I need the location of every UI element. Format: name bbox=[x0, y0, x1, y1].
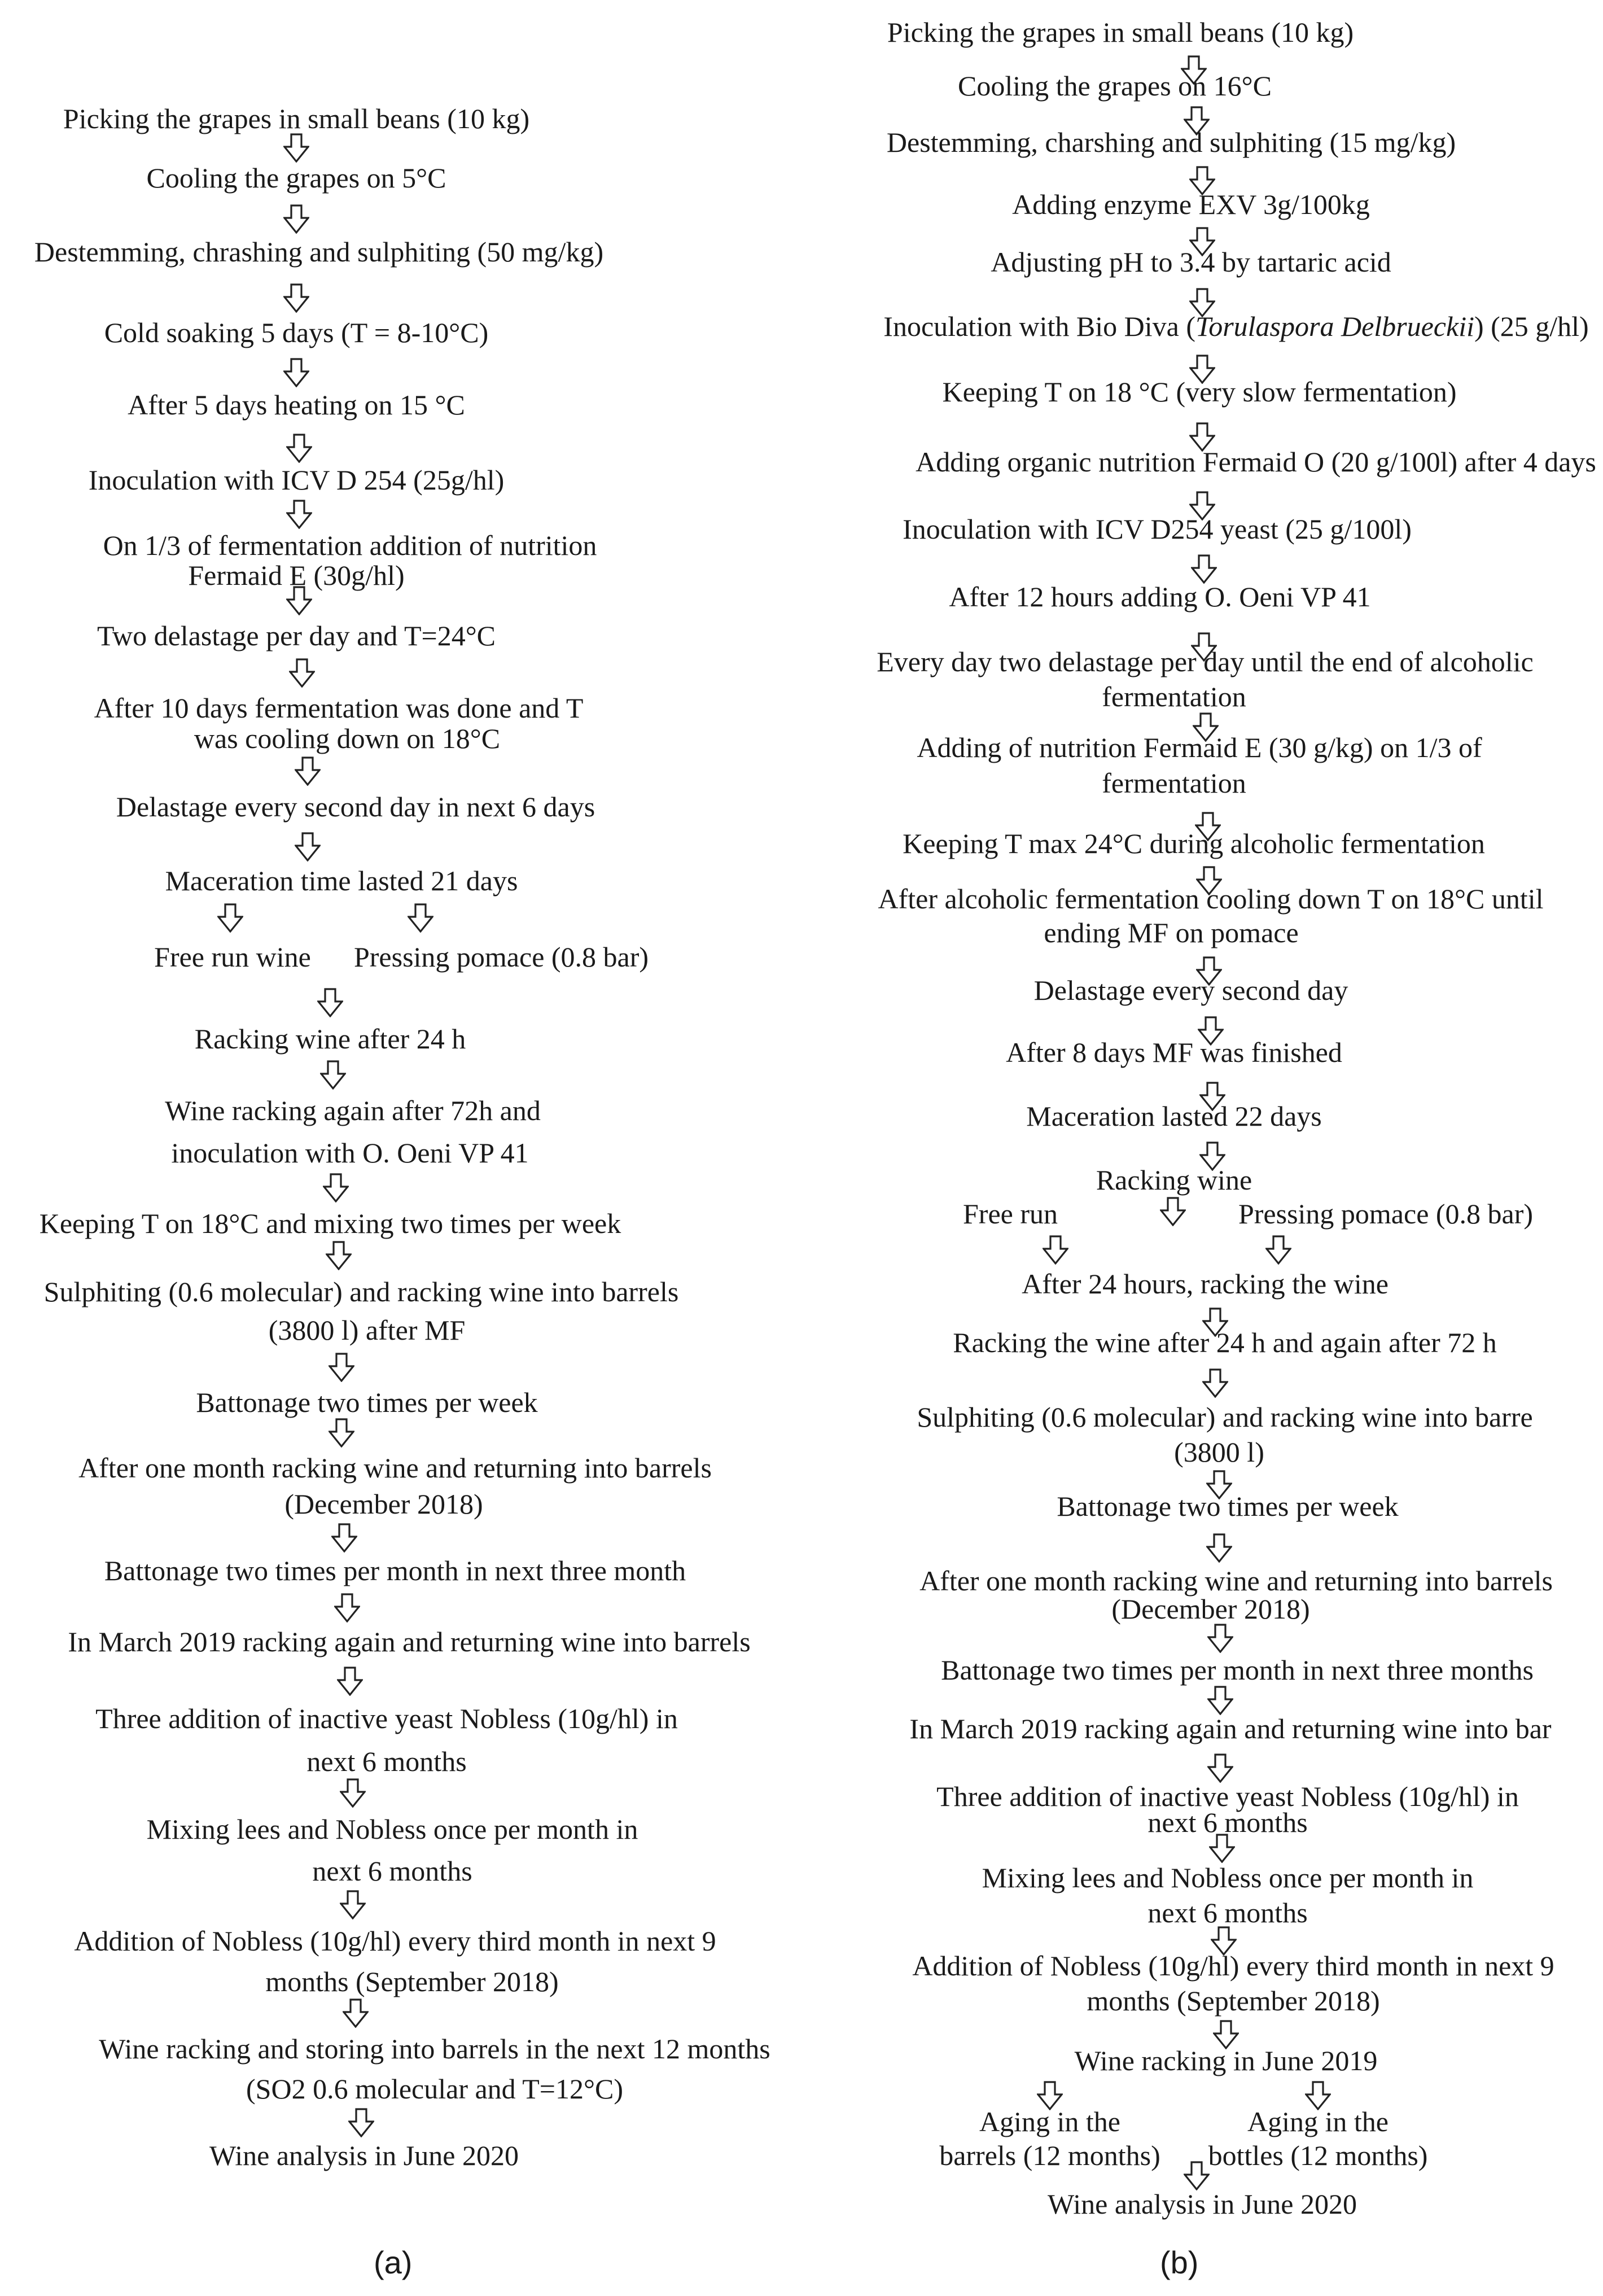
flow-step bbox=[991, 244, 1391, 280]
down-arrow-icon bbox=[1043, 1235, 1068, 1265]
flow-step bbox=[171, 1135, 528, 1171]
down-arrow-icon bbox=[329, 1353, 354, 1382]
flow-step-text: (December 2018) bbox=[284, 1488, 483, 1520]
flow-step-text: Inoculation with Bio Diva ( bbox=[883, 310, 1195, 342]
flow-step bbox=[104, 1552, 686, 1589]
flow-step-text: bottles (12 months) bbox=[1208, 2140, 1428, 2171]
flow-step bbox=[887, 124, 1456, 160]
down-arrow-icon bbox=[320, 1060, 346, 1090]
flow-step-text: ) (25 g/hl) bbox=[1474, 310, 1589, 342]
flow-step bbox=[1026, 1098, 1321, 1134]
flowchart-a bbox=[0, 0, 770, 2296]
flowchart-b bbox=[802, 0, 1603, 2296]
flow-step-text: (3800 l) after MF bbox=[268, 1314, 466, 1346]
flow-step-text: Picking the grapes in small beans (10 kg) bbox=[887, 16, 1354, 48]
flow-step-text: Addition of Nobless (10g/hl) every third month in next 9 bbox=[912, 1950, 1554, 1982]
flow-step-text: fermentation bbox=[1102, 681, 1246, 712]
flow-step-text: Two delastage per day and T=24°C bbox=[97, 620, 496, 651]
flow-step bbox=[942, 374, 1456, 410]
down-arrow-icon bbox=[286, 500, 312, 529]
flow-step bbox=[89, 462, 505, 498]
flow-step bbox=[354, 939, 649, 975]
flow-step-text: Three addition of inactive yeast Nobless (10g/hl) in bbox=[95, 1703, 678, 1734]
flow-step bbox=[78, 1450, 712, 1486]
flow-step-text: Destemming, charshing and sulphiting (15 mg/kg) bbox=[886, 126, 1456, 158]
flow-step-text: Inoculation with ICV D 254 (25g/hl) bbox=[88, 464, 505, 496]
flow-step bbox=[165, 1092, 541, 1129]
flow-step bbox=[1247, 2103, 1389, 2140]
flow-step bbox=[306, 1743, 466, 1779]
down-arrow-icon bbox=[283, 204, 309, 234]
flow-step-text: (3800 l) bbox=[1174, 1436, 1264, 1468]
flow-step bbox=[1174, 1434, 1264, 1470]
flow-step bbox=[1034, 972, 1348, 1008]
down-arrow-icon bbox=[326, 1241, 352, 1270]
flow-step bbox=[912, 1948, 1554, 1984]
flow-step bbox=[1102, 679, 1246, 715]
flow-step bbox=[154, 939, 311, 975]
flow-step-text: next 6 months bbox=[312, 1855, 472, 1887]
flow-step-text: Picking the grapes in small beans (10 kg) bbox=[63, 103, 530, 134]
flow-step bbox=[949, 579, 1370, 615]
flow-step bbox=[982, 1860, 1474, 1896]
flow-step-text: Wine racking and storing into barrels in the next 12 months bbox=[99, 2033, 770, 2065]
flow-step bbox=[1057, 1488, 1398, 1524]
flow-step-text: Racking the wine after 24 h and again after 72 h bbox=[953, 1327, 1497, 1358]
flow-step-text: next 6 months bbox=[1147, 1897, 1308, 1928]
flow-step-text: Racking wine after 24 h bbox=[194, 1023, 466, 1055]
caption-b: (b) bbox=[1160, 2245, 1199, 2280]
flow-step-text: next 6 months bbox=[1147, 1807, 1308, 1838]
flow-step-text: Mixing lees and Nobless once per month in bbox=[982, 1862, 1474, 1893]
down-arrow-icon bbox=[323, 1173, 349, 1202]
flow-step bbox=[979, 2103, 1120, 2140]
flow-step-text: Free run wine bbox=[154, 941, 311, 973]
flow-step-text: Sulphiting (0.6 molecular) and racking wine into barrels bbox=[43, 1276, 679, 1307]
flow-step-text: Wine analysis in June 2020 bbox=[209, 2140, 519, 2171]
flow-step bbox=[74, 1923, 716, 1959]
flow-step-text: On 1/3 of fermentation addition of nutrition bbox=[103, 530, 597, 561]
flow-step-text: Cold soaking 5 days (T = 8-10°C) bbox=[104, 317, 489, 348]
down-arrow-icon bbox=[1209, 1834, 1235, 1863]
flow-step bbox=[116, 789, 595, 825]
flow-step-text: Three addition of inactive yeast Nobless (10g/hl) in bbox=[936, 1781, 1519, 1812]
down-arrow-icon bbox=[295, 756, 321, 786]
flow-step-text: Fermaid E (30g/hl) bbox=[188, 559, 405, 591]
flow-step bbox=[878, 881, 1543, 917]
down-arrow-icon bbox=[331, 1523, 357, 1552]
flow-step bbox=[883, 308, 1588, 344]
flow-step-text: Aging in the bbox=[979, 2106, 1120, 2137]
flow-step-text: Maceration lasted 22 days bbox=[1026, 1100, 1322, 1132]
flow-step bbox=[97, 618, 496, 654]
down-arrow-icon bbox=[343, 1998, 369, 2028]
flow-step-text: After 10 days fermentation was done and T bbox=[94, 692, 584, 724]
down-arrow-icon bbox=[408, 903, 433, 933]
flow-step-text: ending MF on pomace bbox=[1044, 917, 1299, 948]
flow-step bbox=[917, 1399, 1532, 1435]
down-arrow-icon bbox=[286, 586, 312, 615]
flow-step-text: Keeping T on 18 °C (very slow fermentation) bbox=[942, 376, 1457, 408]
flow-step bbox=[165, 863, 518, 899]
down-arrow-icon bbox=[340, 1890, 366, 1919]
flow-step bbox=[941, 1652, 1534, 1688]
flow-step-text: Racking wine bbox=[1096, 1164, 1252, 1196]
flow-step-text: (SO2 0.6 molecular and T=12°C) bbox=[246, 2073, 623, 2105]
flow-step bbox=[34, 234, 603, 270]
down-arrow-icon bbox=[337, 1667, 363, 1696]
flow-step bbox=[146, 160, 446, 196]
flow-step-text: Battonage two times per week bbox=[196, 1387, 538, 1418]
flow-step bbox=[1087, 1983, 1379, 2019]
flow-step-text: After one month racking wine and returning into barrels bbox=[78, 1452, 712, 1484]
flow-step-text: Torulaspora Delbrueckii bbox=[1195, 310, 1474, 342]
flow-step bbox=[1102, 765, 1246, 801]
down-arrow-icon bbox=[1207, 1624, 1233, 1653]
flow-step-text: next 6 months bbox=[306, 1746, 467, 1777]
flow-step-text: Wine racking again after 72h and bbox=[165, 1095, 541, 1126]
flow-step-text: Battonage two times per month in next three month bbox=[104, 1555, 686, 1586]
flow-step bbox=[963, 1196, 1058, 1232]
flow-step-text: fermentation bbox=[1102, 767, 1246, 799]
flow-step-text: Addition of Nobless (10g/hl) every third month in next 9 bbox=[74, 1925, 716, 1957]
down-arrow-icon bbox=[283, 358, 309, 387]
flow-step-text: Every day two delastage per day until the end of alcoholic bbox=[877, 646, 1534, 677]
flow-step-text: was cooling down on 18°C bbox=[194, 723, 501, 754]
flow-step-text: Adding enzyme EXV 3g/100kg bbox=[1012, 189, 1370, 220]
flow-step-text: Aging in the bbox=[1247, 2106, 1389, 2137]
flow-step-text: In March 2019 racking again and returning wine into bar bbox=[909, 1713, 1552, 1744]
flow-step-text: Adjusting pH to 3.4 by tartaric acid bbox=[991, 246, 1391, 278]
flow-step-text: Pressing pomace (0.8 bar) bbox=[1238, 1198, 1534, 1230]
flow-step-text: After 5 days heating on 15 °C bbox=[128, 389, 465, 421]
flow-step bbox=[1012, 186, 1370, 222]
flow-step bbox=[1147, 1895, 1307, 1931]
flow-step-text: Battonage two times per month in next three months bbox=[941, 1654, 1534, 1686]
flow-step bbox=[887, 14, 1354, 50]
flow-step bbox=[194, 720, 500, 756]
flow-step bbox=[903, 511, 1412, 547]
flow-step-text: months (September 2018) bbox=[1087, 1985, 1380, 2017]
down-arrow-icon bbox=[329, 1418, 354, 1447]
down-arrow-icon bbox=[317, 988, 343, 1017]
flow-step bbox=[312, 1853, 472, 1889]
down-arrow-icon bbox=[283, 133, 309, 163]
flow-step bbox=[909, 1711, 1551, 1747]
flow-step bbox=[104, 314, 489, 351]
flow-step bbox=[196, 1384, 537, 1420]
flow-step-text: Cooling the grapes on 5°C bbox=[146, 162, 446, 194]
flow-step bbox=[1111, 1591, 1309, 1627]
flow-step-text: Wine racking in June 2019 bbox=[1074, 2045, 1378, 2076]
down-arrow-icon bbox=[286, 434, 312, 463]
flow-step bbox=[195, 1021, 466, 1057]
flow-step-text: inoculation with O. Oeni VP 41 bbox=[171, 1137, 529, 1169]
flow-step bbox=[939, 2137, 1160, 2173]
flow-step bbox=[63, 100, 529, 137]
flow-step-text: Cooling the grapes on 16°C bbox=[957, 70, 1272, 102]
flow-step bbox=[99, 2031, 770, 2067]
flow-step bbox=[1006, 1034, 1342, 1070]
flow-step bbox=[265, 1963, 558, 2000]
down-arrow-icon bbox=[1202, 1368, 1228, 1398]
flow-step bbox=[1044, 915, 1298, 951]
flow-step bbox=[1075, 2043, 1378, 2079]
flow-step bbox=[1096, 1162, 1252, 1198]
flow-step bbox=[209, 2137, 519, 2173]
flow-step bbox=[916, 444, 1596, 480]
flow-step bbox=[284, 1486, 483, 1522]
flow-step-text: Inoculation with ICV D254 yeast (25 g/100l) bbox=[903, 513, 1412, 545]
flow-step-text: Keeping T on 18°C and mixing two times per week bbox=[39, 1208, 621, 1239]
flow-step bbox=[147, 1811, 638, 1847]
flow-step bbox=[269, 1312, 466, 1348]
down-arrow-icon bbox=[340, 1778, 366, 1808]
flow-step-text: Battonage two times per week bbox=[1057, 1490, 1399, 1522]
flow-step bbox=[953, 1324, 1497, 1361]
flow-step-text: After 24 hours, racking the wine bbox=[1022, 1268, 1389, 1300]
down-arrow-icon bbox=[283, 283, 309, 313]
down-arrow-icon bbox=[1160, 1197, 1186, 1226]
flow-step-text: After one month racking wine and returning into barrels bbox=[919, 1565, 1553, 1597]
down-arrow-icon bbox=[217, 903, 243, 933]
flow-step bbox=[1238, 1196, 1533, 1232]
flow-step-text: Mixing lees and Nobless once per month in bbox=[146, 1813, 638, 1845]
flow-step bbox=[95, 1700, 678, 1737]
flow-step-text: In March 2019 racking again and returning wine into barrels bbox=[68, 1626, 751, 1658]
flow-step-text: Destemming, chrashing and sulphiting (50 mg/kg) bbox=[34, 236, 604, 268]
down-arrow-icon bbox=[1265, 1235, 1291, 1265]
flow-step bbox=[128, 387, 465, 423]
flow-step bbox=[40, 1205, 621, 1241]
down-arrow-icon bbox=[334, 1593, 360, 1622]
flow-step-text: Keeping T max 24°C during alcoholic fermentation bbox=[903, 828, 1485, 859]
flow-step bbox=[1022, 1266, 1389, 1302]
flow-step-text: (December 2018) bbox=[1111, 1593, 1310, 1625]
flow-step-text: Free run bbox=[963, 1198, 1058, 1230]
down-arrow-icon bbox=[295, 832, 321, 861]
flow-step-text: Sulphiting (0.6 molecular) and racking wine into barre bbox=[917, 1401, 1533, 1433]
flow-step-text: Delastage every second day bbox=[1033, 974, 1348, 1006]
flow-step bbox=[44, 1274, 679, 1310]
flow-step bbox=[1048, 2186, 1357, 2222]
flow-step bbox=[877, 644, 1533, 680]
flow-step-text: Pressing pomace (0.8 bar) bbox=[353, 941, 649, 973]
down-arrow-icon bbox=[289, 658, 315, 688]
flow-step-text: months (September 2018) bbox=[265, 1966, 559, 1997]
flow-step-text: Maceration time lasted 21 days bbox=[165, 865, 518, 896]
flow-step bbox=[903, 825, 1485, 861]
flow-step-text: Adding organic nutrition Fermaid O (20 g/100l) after 4 days bbox=[916, 446, 1596, 478]
flow-step bbox=[246, 2071, 623, 2107]
flow-step-text: Wine analysis in June 2020 bbox=[1048, 2188, 1357, 2220]
flow-step-text: Adding of nutrition Fermaid E (30 g/kg) on 1/3 of bbox=[917, 732, 1482, 763]
down-arrow-icon bbox=[348, 2108, 374, 2137]
flow-step-text: Delastage every second day in next 6 days bbox=[116, 791, 595, 823]
flow-step bbox=[917, 729, 1482, 766]
down-arrow-icon bbox=[1206, 1533, 1232, 1563]
flow-step bbox=[1208, 2137, 1428, 2173]
flow-step bbox=[958, 68, 1272, 104]
flow-step-text: After 8 days MF was finished bbox=[1006, 1037, 1342, 1068]
caption-a: (a) bbox=[374, 2245, 413, 2280]
flow-step-text: barrels (12 months) bbox=[939, 2140, 1160, 2171]
flow-step bbox=[68, 1624, 750, 1660]
flow-step-text: After alcoholic fermentation cooling down T on 18°C until bbox=[878, 883, 1544, 915]
flow-step-text: After 12 hours adding O. Oeni VP 41 bbox=[949, 581, 1371, 613]
